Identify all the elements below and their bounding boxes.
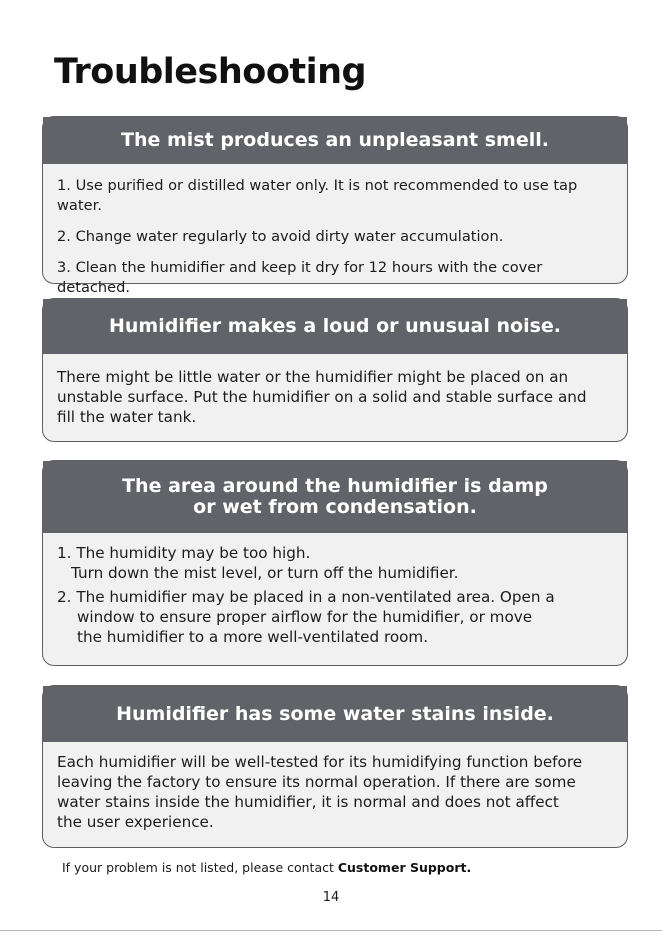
section-body [43,354,627,427]
body-line: unstable surface. Put the humidifier on a solid and stable surface and [57,388,587,406]
body-line: Turn down the mist level, or turn off the humidifier. [71,564,459,582]
heading-line: The area around the humidifier is damp [122,475,548,497]
section-water-stains [42,685,628,848]
section-body [43,742,627,832]
section-heading: Humidifier makes a loud or unusual noise. [43,299,627,354]
page-title: Troubleshooting [54,52,367,92]
body-line: leaving the factory to ensure its normal operation. If there are some [57,773,576,791]
customer-support-link[interactable]: Customer Support. [337,860,472,875]
footer-note [62,860,471,875]
body-line: 1. The humidity may be too high. [57,544,311,562]
section-heading [43,461,627,533]
body-line: 2. The humidifier may be placed in a non-ventilated area. Open a [57,588,555,606]
section-heading: The mist produces an unpleasant smell. [43,117,627,164]
section-body [43,164,627,298]
section-body [43,533,627,647]
list-item [57,543,613,583]
section-unpleasant-smell [42,116,628,296]
list-item [57,587,613,647]
body-line: window to ensure proper airflow for the humidifier, or move [77,608,533,626]
body-line: fill the water tank. [57,408,197,426]
bottom-divider [0,930,662,931]
body-line: water stains inside the humidifier, it is normal and does not affect [57,793,559,811]
list-item: 2. Change water regularly to avoid dirty water accumulation. [57,228,504,245]
body-line: the humidifier to a more well-ventilated room. [77,628,429,646]
body-line: There might be little water or the humidifier might be placed on an [57,368,569,386]
list-item: 1. Use purified or distilled water only. It is not recommended to use tap water. [57,177,578,214]
heading-line: or wet from condensation. [193,496,477,518]
page-number: 14 [322,890,340,905]
list-item: 3. Clean the humidifier and keep it dry for 12 hours with the cover detached. [57,259,543,296]
section-loud-noise [42,298,628,442]
footer-note-text: If your problem is not listed, please contact [62,860,338,875]
body-line: the user experience. [57,813,214,831]
section-damp-area [42,460,628,666]
section-heading: Humidifier has some water stains inside. [43,686,627,742]
body-line: Each humidifier will be well-tested for its humidifying function before [57,753,583,771]
